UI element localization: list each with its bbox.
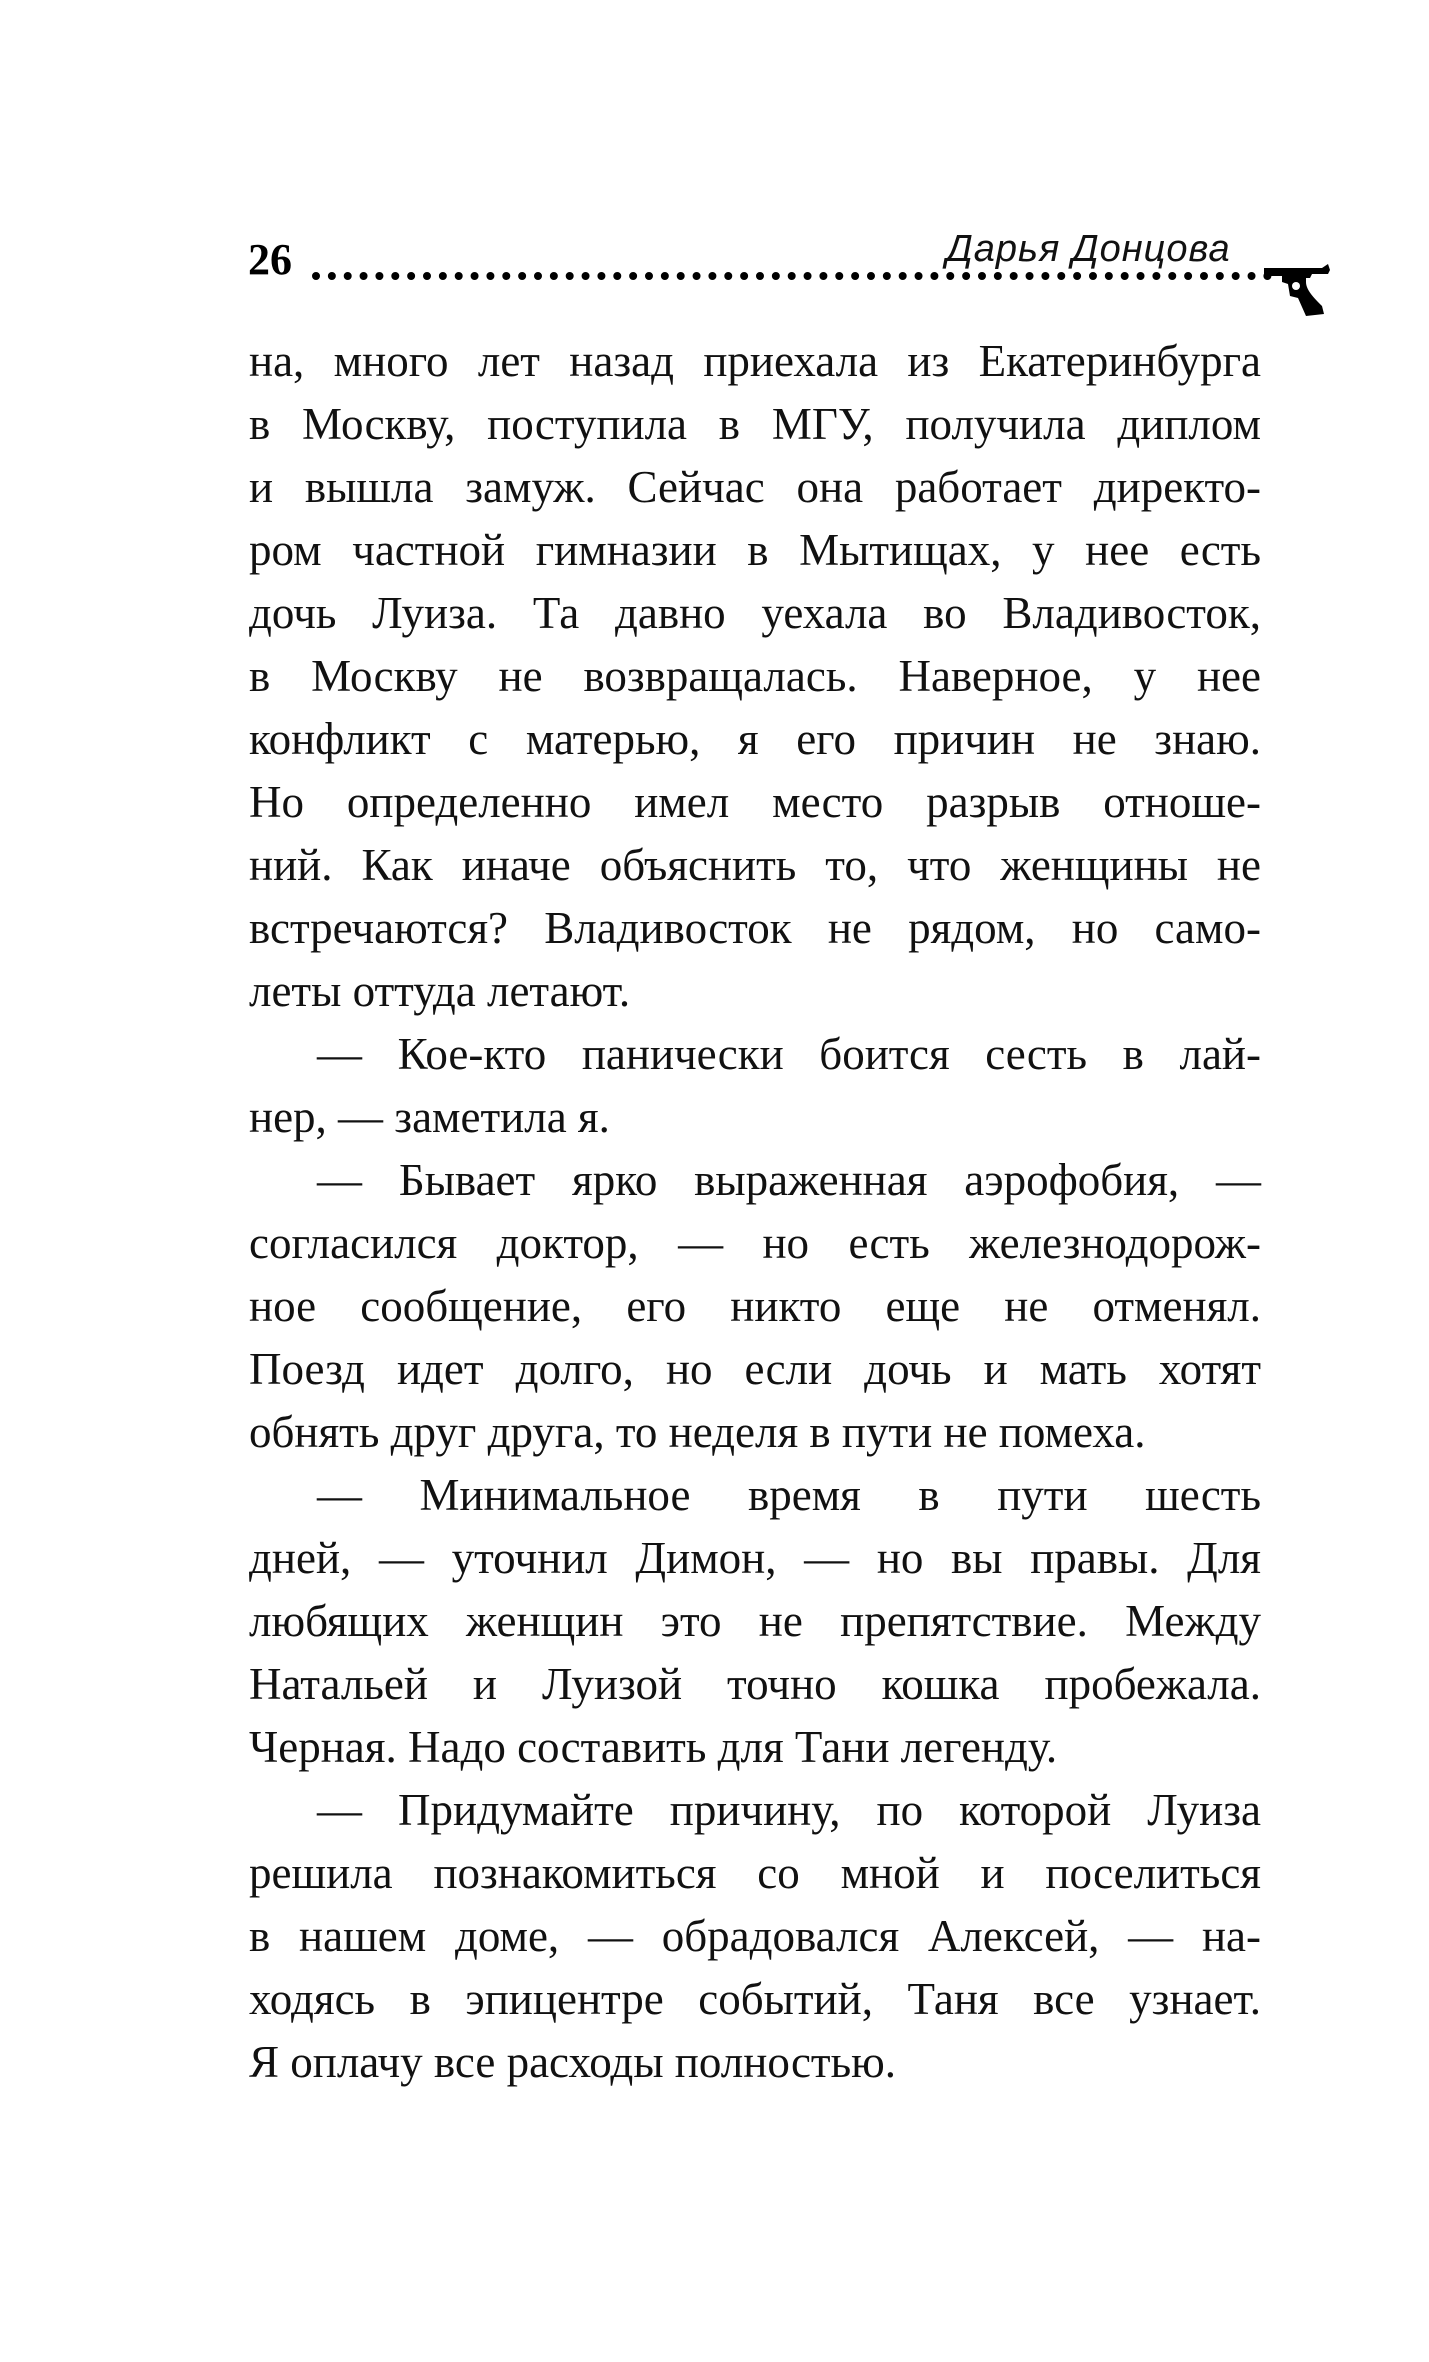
text-line: леты оттуда летают. (249, 966, 631, 1016)
text-line: дочь Луиза. Та давно уехала во Владивосток, (249, 588, 1261, 638)
text-line: — Придумайте причину, по которой Луиза (317, 1785, 1261, 1835)
text-line: конфликт с матерью, я его причин не знаю. (249, 714, 1261, 764)
text-line: Но определенно имел место разрыв отноше- (249, 777, 1261, 827)
text-line: на, много лет назад приехала из Екатеринбурга (249, 336, 1261, 386)
text-line: любящих женщин это не препятствие. Между (249, 1596, 1261, 1646)
text-line: встречаются? Владивосток не рядом, но само- (249, 903, 1261, 953)
text-line: Я оплачу все расходы полностью. (249, 2037, 896, 2087)
revolver-icon (1262, 262, 1332, 318)
text-line: нер, — заметила я. (249, 1092, 610, 1142)
text-line: Черная. Надо составить для Тани легенду. (249, 1722, 1058, 1772)
text-line: обнять друг друга, то неделя в пути не помеха. (249, 1407, 1146, 1457)
text-line: и вышла замуж. Сейчас она работает директо- (249, 462, 1261, 512)
text-line: в нашем доме, — обрадовался Алексей, — на- (249, 1911, 1261, 1961)
running-head-author: Дарья Донцова (946, 228, 1231, 270)
text-line: — Минимальное время в пути шесть (317, 1470, 1261, 1520)
text-line: — Бывает ярко выраженная аэрофобия, — (317, 1155, 1261, 1205)
text-line: — Кое-кто панически боится сесть в лай- (317, 1029, 1261, 1079)
header-dotted-rule (312, 272, 1272, 280)
text-line: в Москву, поступила в МГУ, получила диплом (249, 399, 1261, 449)
text-line: дней, — уточнил Димон, — но вы правы. Для (249, 1533, 1261, 1583)
text-line: в Москву не возвращалась. Наверное, у нее (249, 651, 1261, 701)
text-line: ний. Как иначе объяснить то, что женщины не (249, 840, 1261, 890)
text-line: решила познакомиться со мной и поселиться (249, 1848, 1261, 1898)
text-line: ное сообщение, его никто еще не отменял. (249, 1281, 1261, 1331)
text-line: ходясь в эпицентре событий, Таня все узнает. (249, 1974, 1261, 2024)
text-line: согласился доктор, — но есть железнодорож- (249, 1218, 1261, 1268)
text-line: Поезд идет долго, но если дочь и мать хотят (249, 1344, 1261, 1394)
text-line: Натальей и Луизой точно кошка пробежала. (249, 1659, 1261, 1709)
page-number: 26 (248, 235, 292, 284)
text-line: ром частной гимназии в Мытищах, у нее есть (249, 525, 1261, 575)
body-text (249, 330, 1261, 2094)
